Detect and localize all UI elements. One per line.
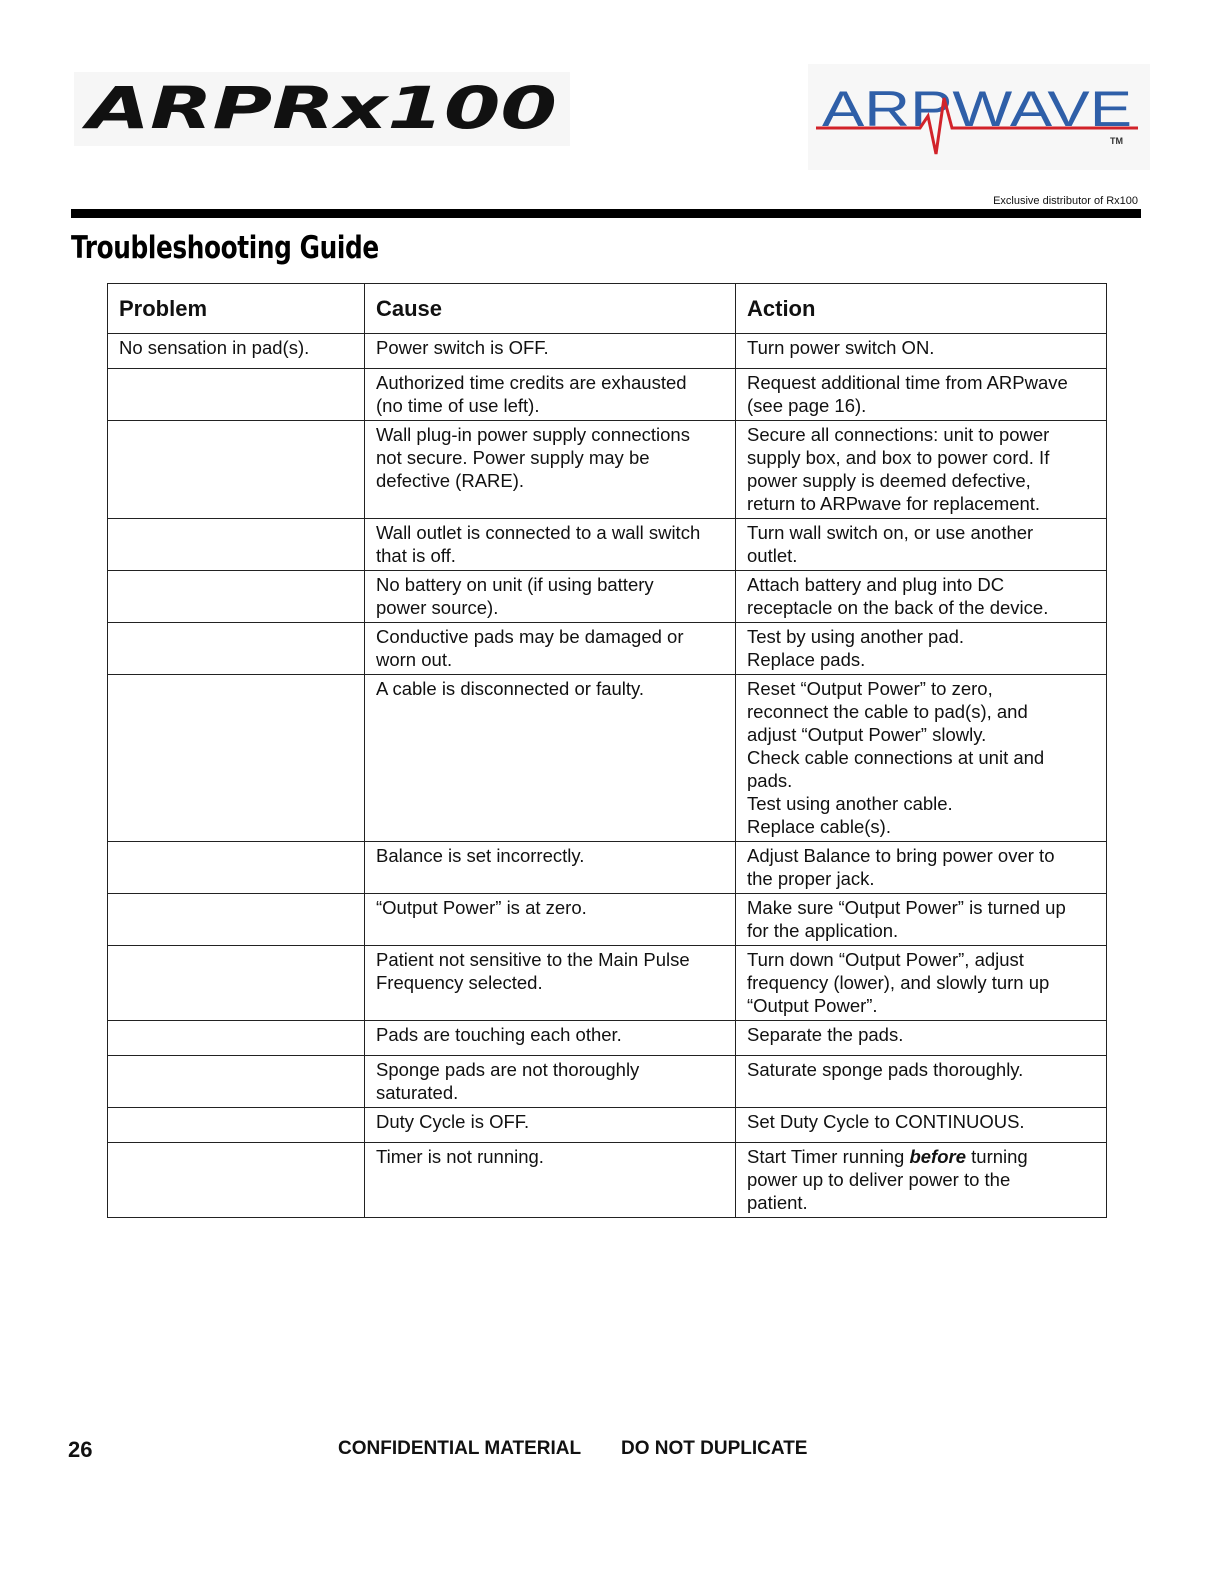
cause-cell: A cable is disconnected or faulty. [365, 675, 736, 842]
brand-logo-text: ARPWAVE [822, 81, 1132, 137]
table-row [108, 519, 1107, 571]
problem-cell [108, 1056, 365, 1108]
cause-cell: Conductive pads may be damaged or worn out. [365, 623, 736, 675]
table-row [108, 421, 1107, 519]
table-row [108, 1108, 1107, 1143]
troubleshooting-table [107, 283, 1107, 1218]
table-row [108, 571, 1107, 623]
action-cell: Make sure “Output Power” is turned up for the application. [736, 894, 1107, 946]
action-emphasis: before [909, 1146, 966, 1167]
confidential-notice: CONFIDENTIAL MATERIAL [338, 1438, 582, 1459]
action-cell: Separate the pads. [736, 1021, 1107, 1056]
action-cell: Request additional time from ARPwave (see page 16). [736, 369, 1107, 421]
problem-cell [108, 421, 365, 519]
table-header-row [108, 284, 1107, 334]
problem-cell [108, 369, 365, 421]
cause-cell: Power switch is OFF. [365, 334, 736, 369]
page-number: 26 [68, 1437, 93, 1462]
table-row [108, 1021, 1107, 1056]
action-cell: Turn power switch ON. [736, 334, 1107, 369]
header-divider [71, 209, 1141, 218]
problem-cell [108, 1143, 365, 1218]
duplication-notice: DO NOT DUPLICATE [621, 1438, 808, 1459]
problem-cell [108, 675, 365, 842]
action-cell: Set Duty Cycle to CONTINUOUS. [736, 1108, 1107, 1143]
action-cell: Saturate sponge pads thoroughly. [736, 1056, 1107, 1108]
problem-cell [108, 623, 365, 675]
action-cell: Turn down “Output Power”, adjust frequency (lower), and slowly turn up “Output Power”. [736, 946, 1107, 1021]
table-row [108, 894, 1107, 946]
cause-cell: Wall plug-in power supply connections not secure. Power supply may be defective (RARE). [365, 421, 736, 519]
action-cell: Turn wall switch on, or use another outlet. [736, 519, 1107, 571]
table-row [108, 1056, 1107, 1108]
brand-logo [808, 64, 1150, 170]
problem-cell [108, 519, 365, 571]
table-row [108, 946, 1107, 1021]
action-cell: Secure all connections: unit to power supply box, and box to power cord. If power supply is deemed defective, return to ARPwave for replacement. [736, 421, 1107, 519]
table-row [108, 623, 1107, 675]
table-row [108, 334, 1107, 369]
table-row [108, 369, 1107, 421]
action-cell: Reset “Output Power” to zero, reconnect the cable to pad(s), and adjust “Output Power” slowly. Check cable connections at unit and pads. Test using another cable. Replace cable(s). [736, 675, 1107, 842]
action-cell: Attach battery and plug into DC receptacle on the back of the device. [736, 571, 1107, 623]
action-text-start: Start Timer running [747, 1146, 910, 1167]
cause-cell: Sponge pads are not thoroughly saturated. [365, 1056, 736, 1108]
problem-cell [108, 842, 365, 894]
problem-cell [108, 946, 365, 1021]
problem-cell [108, 1021, 365, 1056]
table-row [108, 675, 1107, 842]
page-title: Troubleshooting Guide [71, 230, 379, 266]
table-row [108, 1143, 1107, 1218]
cause-cell: Pads are touching each other. [365, 1021, 736, 1056]
brand-trademark: TM [1110, 136, 1123, 146]
cause-cell: Patient not sensitive to the Main Pulse Frequency selected. [365, 946, 736, 1021]
action-cell: Adjust Balance to bring power over to the proper jack. [736, 842, 1107, 894]
cause-cell: “Output Power” is at zero. [365, 894, 736, 946]
table-row [108, 842, 1107, 894]
cause-cell: Balance is set incorrectly. [365, 842, 736, 894]
cause-cell: Authorized time credits are exhausted (no time of use left). [365, 369, 736, 421]
action-text-end: turning power up to deliver power to the patient. [747, 1146, 1028, 1213]
cause-cell: Timer is not running. [365, 1143, 736, 1218]
cause-cell: No battery on unit (if using battery power source). [365, 571, 736, 623]
column-header-action: Action [736, 284, 1107, 334]
column-header-cause: Cause [365, 284, 736, 334]
column-header-problem: Problem [108, 284, 365, 334]
problem-cell: No sensation in pad(s). [108, 334, 365, 369]
distributor-note: Exclusive distributor of Rx100 [993, 195, 1138, 207]
cause-cell: Duty Cycle is OFF. [365, 1108, 736, 1143]
product-logo-text: ARPRx100 [81, 74, 557, 142]
problem-cell [108, 571, 365, 623]
action-cell: Test by using another pad. Replace pads. [736, 623, 1107, 675]
problem-cell [108, 894, 365, 946]
action-cell [736, 1143, 1107, 1218]
problem-cell [108, 1108, 365, 1143]
product-logo [74, 72, 570, 146]
cause-cell: Wall outlet is connected to a wall switch that is off. [365, 519, 736, 571]
